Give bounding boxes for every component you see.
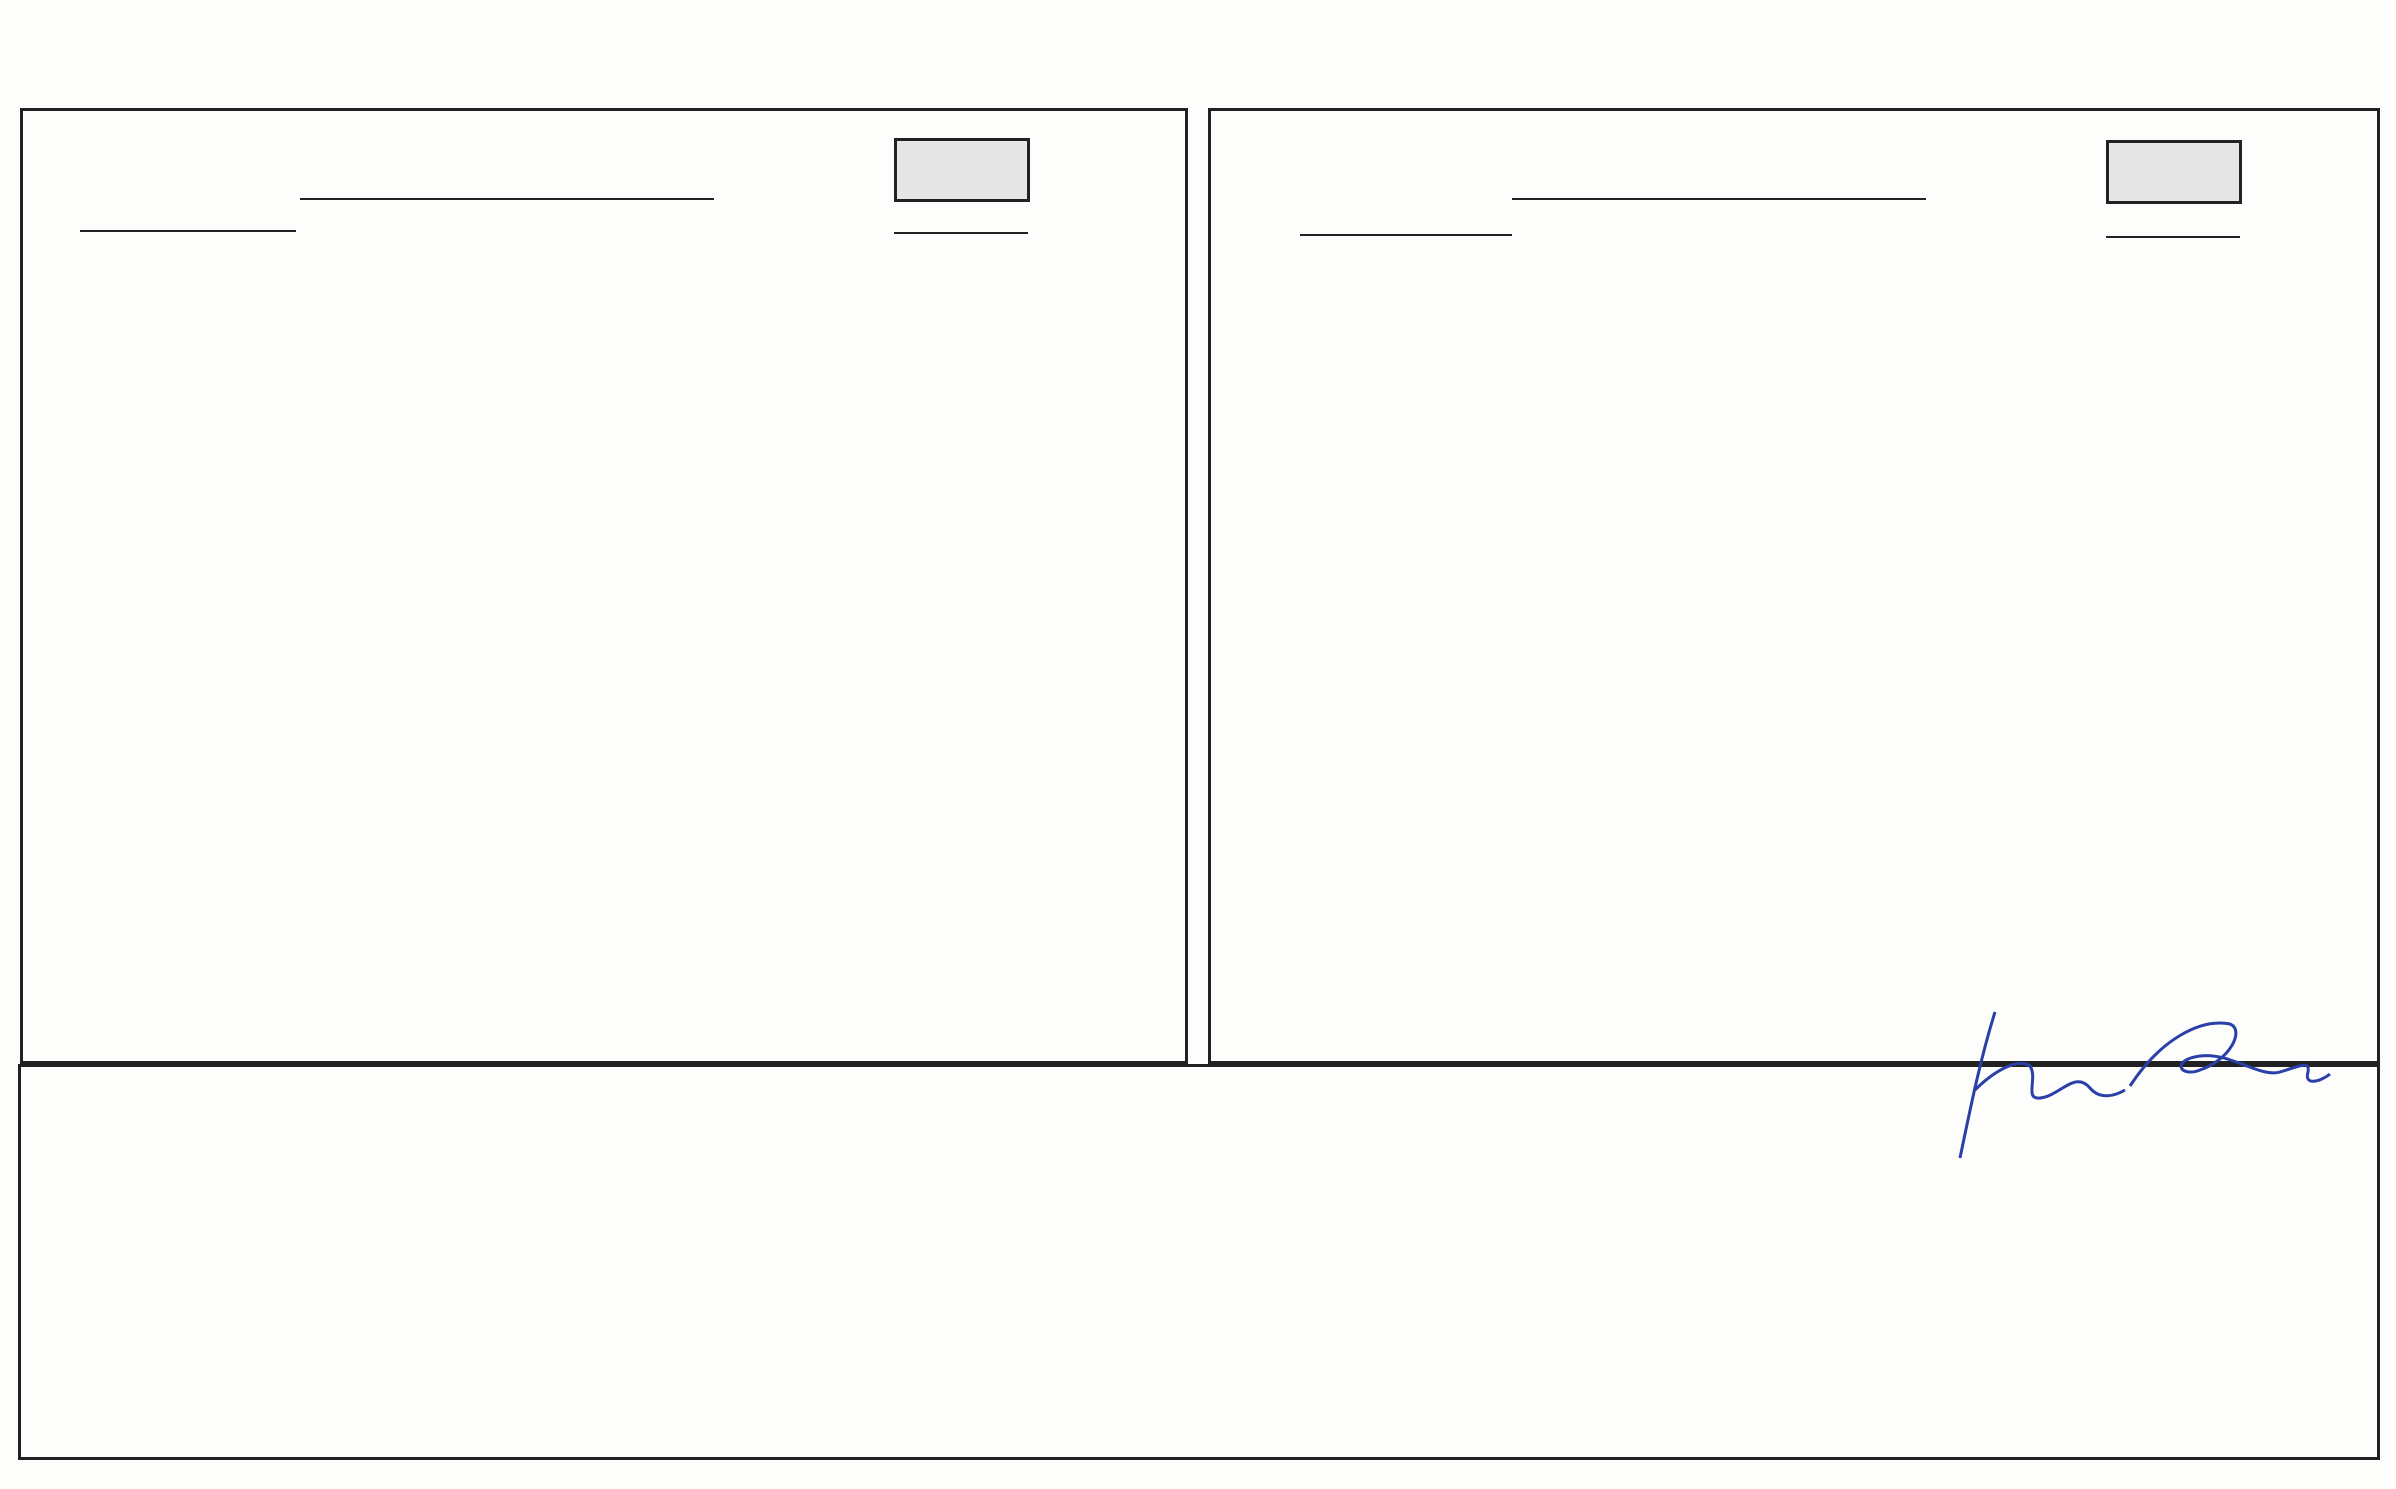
home-panel [1208,108,2380,1064]
home-score-box [2106,140,2242,204]
timekeeper-signature [1900,1000,2340,1170]
visitors-score-box [894,138,1030,202]
visitors-panel [20,108,1188,1064]
